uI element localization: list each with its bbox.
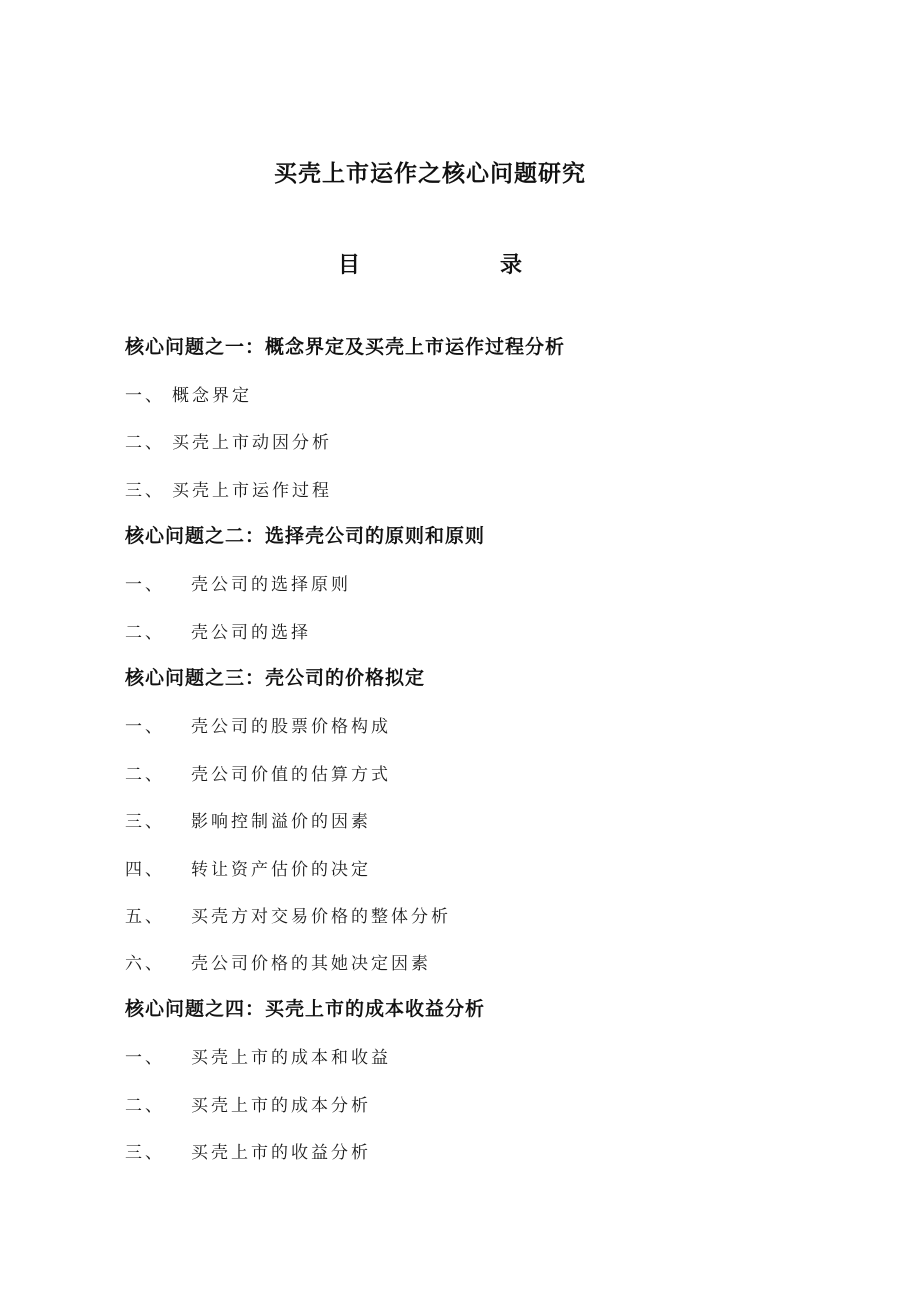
toc-item-number: 四、 xyxy=(125,860,165,880)
toc-section-heading[interactable]: 核心问题之三：壳公司的价格拟定 xyxy=(125,667,426,689)
toc-item-text: 壳公司的选择原则 xyxy=(191,575,351,595)
toc-item-text: 买壳上市运作过程 xyxy=(172,481,332,501)
toc-item[interactable] xyxy=(125,570,351,595)
toc-item-number: 三、 xyxy=(125,812,165,832)
toc-item[interactable] xyxy=(125,428,332,453)
toc-item-number: 六、 xyxy=(125,954,165,974)
toc-item-number: 二、 xyxy=(125,1096,165,1116)
toc-item-text: 买壳方对交易价格的整体分析 xyxy=(191,907,451,927)
toc-heading-char-2: 录 xyxy=(500,253,523,278)
toc-item[interactable] xyxy=(125,902,451,927)
toc-section-heading[interactable]: 核心问题之二：选择壳公司的原则和原则 xyxy=(125,525,486,547)
toc-item-number: 二、 xyxy=(125,765,165,785)
toc-item-number: 五、 xyxy=(125,907,165,927)
toc-item[interactable] xyxy=(125,712,391,737)
toc-item-text: 买壳上市动因分析 xyxy=(172,433,332,453)
toc-item[interactable] xyxy=(125,476,332,501)
toc-item-number: 一、 xyxy=(125,1048,165,1068)
toc-item-text: 概念界定 xyxy=(172,386,252,406)
toc-item-text: 买壳上市的成本和收益 xyxy=(191,1048,391,1068)
toc-item-number: 一、 xyxy=(125,717,165,737)
toc-section-heading[interactable]: 核心问题之一：概念界定及买壳上市运作过程分析 xyxy=(125,336,566,358)
toc-heading xyxy=(338,248,538,278)
toc-item-text: 壳公司价格的其她决定因素 xyxy=(191,954,431,974)
toc-item-text: 影响控制溢价的因素 xyxy=(191,812,371,832)
toc-item[interactable] xyxy=(125,855,371,880)
toc-item-text: 壳公司价值的估算方式 xyxy=(191,765,391,785)
toc-item[interactable] xyxy=(125,618,311,643)
toc-item[interactable] xyxy=(125,1091,371,1116)
toc-item[interactable] xyxy=(125,949,431,974)
toc-item-text: 壳公司的选择 xyxy=(191,623,311,643)
document-title: 买壳上市运作之核心问题研究 xyxy=(274,161,586,187)
toc-item-text: 买壳上市的成本分析 xyxy=(191,1096,371,1116)
toc-item-text: 买壳上市的收益分析 xyxy=(191,1143,371,1163)
toc-item-number: 一、 xyxy=(125,575,165,595)
toc-item[interactable] xyxy=(125,1043,391,1068)
toc-item-number: 三、 xyxy=(125,481,165,501)
toc-item[interactable] xyxy=(125,760,391,785)
toc-item-text: 转让资产估价的决定 xyxy=(191,860,371,880)
toc-item[interactable] xyxy=(125,381,252,406)
toc-item-number: 一、 xyxy=(125,386,165,406)
toc-item-number: 二、 xyxy=(125,623,165,643)
toc-item[interactable] xyxy=(125,1138,371,1163)
toc-heading-char-1: 目 xyxy=(338,253,361,278)
toc-item-number: 三、 xyxy=(125,1143,165,1163)
toc-section-heading[interactable]: 核心问题之四：买壳上市的成本收益分析 xyxy=(125,998,486,1020)
toc-item-number: 二、 xyxy=(125,433,165,453)
toc-item[interactable] xyxy=(125,807,371,832)
toc-item-text: 壳公司的股票价格构成 xyxy=(191,717,391,737)
